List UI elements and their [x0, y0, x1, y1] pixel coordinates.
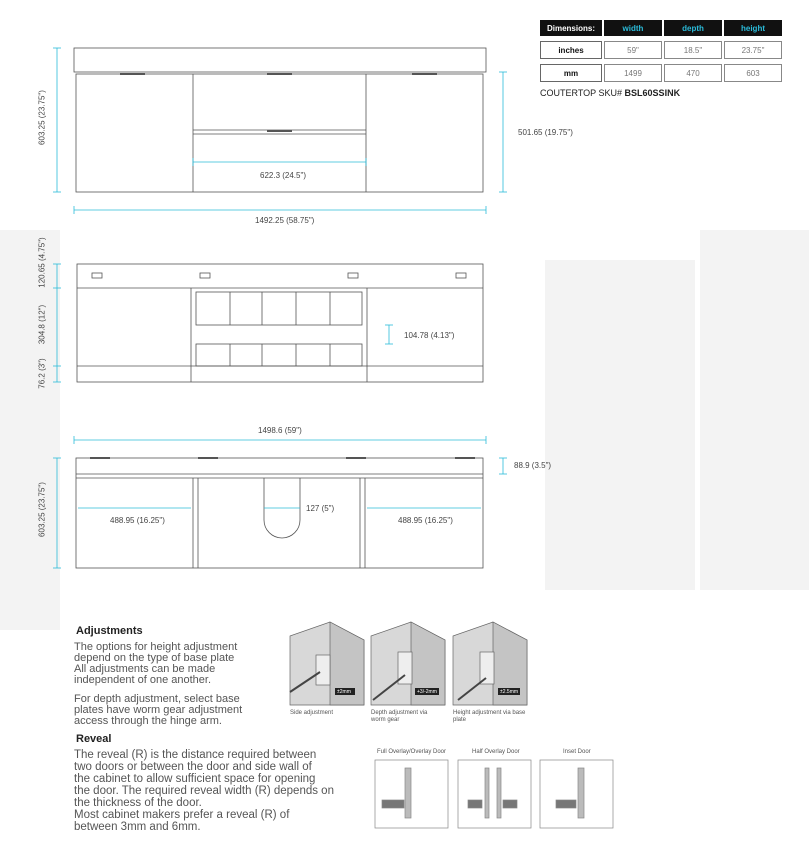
top-right-label: 488.95 (16.25"): [398, 516, 453, 525]
badge-depth: +3/-2mm: [417, 689, 437, 695]
column-depth: depth: [664, 20, 722, 36]
row-label-mm: mm: [540, 64, 602, 82]
text-line: plates have worm gear adjustment: [74, 704, 243, 716]
back-bottom-label: 76.2 (3"): [37, 358, 47, 389]
caption-height: [453, 710, 525, 724]
row-label-inches: inches: [540, 41, 602, 59]
countertop-front: [74, 48, 486, 72]
back-top-label: 120.65 (4.75"): [37, 237, 47, 288]
column-width: width: [604, 20, 662, 36]
adjustments-para-2: [74, 694, 242, 727]
top-center-label: 127 (5"): [306, 504, 335, 513]
front-cabinet-height-label: 501.65 (19.75"): [518, 128, 573, 137]
door-type-full-overlay: Full Overlay/Overlay Door: [377, 749, 447, 755]
reveal-title: Reveal: [76, 733, 112, 745]
sku-prefix: COUTERTOP SKU#: [540, 88, 623, 98]
top-counter-label: 88.9 (3.5"): [514, 461, 552, 470]
table-cell: 23.75": [724, 41, 782, 59]
caption-line: Depth adjustment via: [371, 710, 428, 716]
text-line: The reveal (R) is the distance required between: [74, 749, 317, 761]
table-header-label: Dimensions:: [540, 20, 602, 36]
hinge-illustrations: [290, 622, 527, 705]
door-type-inset: Inset Door: [563, 749, 591, 755]
column-height: height: [724, 20, 782, 36]
caption-line: Height adjustment via base: [453, 710, 526, 716]
text-line: Most cabinet makers prefer a reveal (R) of: [74, 809, 290, 821]
adjustments-title: Adjustments: [76, 625, 143, 637]
caption-line: plate: [453, 717, 467, 723]
text-line: the door. The required reveal width (R) depends on: [74, 785, 334, 797]
table-cell: 18.5": [664, 41, 722, 59]
badge-side: ±2mm: [337, 689, 351, 695]
badge-height: ±2.5mm: [500, 689, 519, 695]
caption-side: [290, 710, 333, 717]
text-line: independent of one another.: [74, 674, 212, 686]
reveal-text: [74, 749, 334, 833]
text-line: between 3mm and 6mm.: [74, 821, 201, 833]
top-height-label: 603.25 (23.75"): [37, 482, 47, 537]
text-line: the cabinet to allow sufficient space for opening: [74, 773, 316, 785]
door-diagrams: [375, 760, 613, 828]
text-line: All adjustments can be made: [74, 663, 216, 675]
caption-line: Side adjustment: [290, 710, 334, 716]
text-line: two doors or between the door and side wall of: [74, 761, 312, 773]
text-line: the thickness of the door.: [74, 797, 202, 809]
back-middle-label: 304.8 (12"): [37, 304, 47, 345]
back-adjust-label: 104.78 (4.13"): [404, 331, 455, 340]
table-cell: 59": [604, 41, 662, 59]
drawer-width-label: 622.3 (24.5"): [260, 171, 306, 180]
top-width-label: 1498.6 (59"): [258, 426, 302, 435]
text-line: The options for height adjustment: [74, 641, 238, 653]
total-width-label: 1492.25 (58.75"): [255, 216, 315, 225]
top-left-label: 488.95 (16.25"): [110, 516, 165, 525]
caption-depth: [371, 710, 427, 724]
text-line: For depth adjustment, select base: [74, 693, 240, 705]
table-cell: 603: [724, 64, 782, 82]
adjustments-para-1: [74, 642, 237, 686]
table-cell: 1499: [604, 64, 662, 82]
text-line: depend on the type of base plate: [74, 652, 235, 664]
caption-line: worm gear: [371, 717, 400, 723]
sku-code: BSL60SSINK: [624, 88, 681, 98]
table-cell: 470: [664, 64, 722, 82]
front-height-label: 603.25 (23.75"): [37, 90, 47, 145]
text-line: access through the hinge arm.: [74, 715, 222, 727]
door-type-half-overlay: Half Overlay Door: [472, 749, 520, 755]
